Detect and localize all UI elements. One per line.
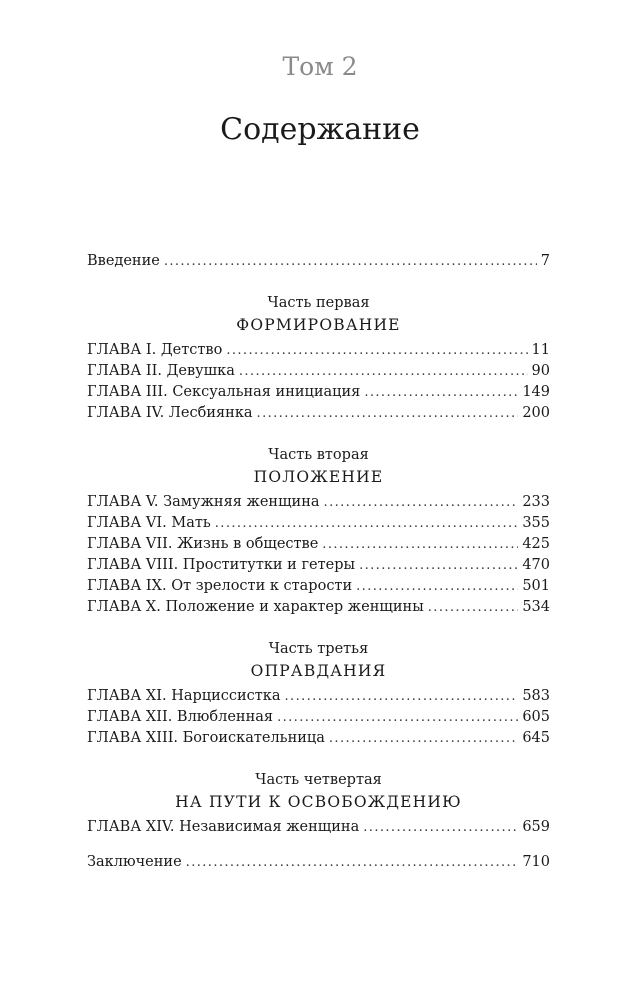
toc-entry-page: 710 — [522, 854, 550, 870]
part-title: ОПРАВДАНИЯ — [250, 662, 387, 680]
toc-entry[interactable] — [87, 578, 550, 599]
toc-entry-page: 583 — [522, 688, 550, 704]
part-heading — [87, 293, 550, 336]
toc-entry-label: ГЛАВА IX. От зрелости к старости — [87, 578, 353, 594]
toc-entry[interactable] — [87, 709, 550, 730]
toc-entry[interactable] — [87, 536, 550, 557]
toc-entry-page: 605 — [522, 709, 550, 725]
toc-entry[interactable] — [87, 688, 550, 709]
dot-leader — [186, 855, 519, 870]
dot-leader — [277, 710, 518, 725]
toc-entry[interactable] — [87, 405, 550, 426]
toc-entry-page: 355 — [522, 515, 550, 531]
dot-leader — [239, 364, 528, 379]
dot-leader — [285, 689, 519, 704]
part-heading — [87, 639, 550, 682]
toc-entry-page: 233 — [522, 494, 550, 510]
dot-leader — [428, 600, 519, 615]
toc-entry[interactable] — [87, 494, 550, 515]
part-label: Часть вторая — [268, 447, 369, 463]
toc-entry-label: ГЛАВА XI. Нарциссистка — [87, 688, 281, 704]
part-heading — [87, 770, 550, 813]
toc-entry-label: ГЛАВА VI. Мать — [87, 515, 211, 531]
toc-entry-label: ГЛАВА VIII. Проститутки и гетеры — [87, 557, 356, 573]
part-title: ФОРМИРОВАНИЕ — [236, 316, 401, 334]
toc-entry-label: ГЛАВА XIII. Богоискательница — [87, 730, 325, 746]
toc-entry-page: 470 — [522, 557, 550, 573]
dot-leader — [257, 406, 519, 421]
toc-entry-label: Введение — [87, 253, 160, 269]
toc-entry-label: ГЛАВА VII. Жизнь в обществе — [87, 536, 319, 552]
dot-leader — [364, 385, 518, 400]
toc-entry[interactable] — [87, 384, 550, 405]
toc-entry[interactable] — [87, 599, 550, 620]
toc-entry-page: 645 — [522, 730, 550, 746]
toc-entry-label: ГЛАВА V. Замужняя женщина — [87, 494, 320, 510]
toc-entry[interactable] — [87, 557, 550, 578]
toc-entry[interactable] — [87, 363, 550, 384]
dot-leader — [226, 343, 527, 358]
toc-entry[interactable] — [87, 819, 550, 840]
toc-entry-page: 7 — [540, 253, 550, 269]
toc-entry-page: 534 — [522, 599, 550, 615]
dot-leader — [324, 495, 519, 510]
toc-entry-intro[interactable] — [87, 253, 550, 274]
spacer — [87, 840, 550, 854]
table-of-contents — [87, 253, 550, 875]
dot-leader — [164, 254, 537, 269]
toc-entry-page: 425 — [522, 536, 550, 552]
toc-entry-label: ГЛАВА I. Детство — [87, 342, 223, 358]
dot-leader — [356, 579, 518, 594]
toc-entry-label: ГЛАВА XII. Влюбленная — [87, 709, 274, 725]
part-title: ПОЛОЖЕНИЕ — [253, 468, 384, 486]
toc-entry-page: 11 — [531, 342, 550, 358]
part-label: Часть четвертая — [255, 772, 382, 788]
toc-entry-page: 200 — [522, 405, 550, 421]
toc-entry[interactable] — [87, 342, 550, 363]
toc-entry-label: ГЛАВА IV. Лесбиянка — [87, 405, 253, 421]
dot-leader — [215, 516, 519, 531]
dot-leader — [359, 558, 518, 573]
toc-entry-label: Заключение — [87, 854, 182, 870]
toc-entry[interactable] — [87, 730, 550, 751]
toc-entry-label: ГЛАВА III. Сексуальная инициация — [87, 384, 361, 400]
toc-entry-conclusion[interactable] — [87, 854, 550, 875]
part-title: НА ПУТИ К ОСВОБОЖДЕНИЮ — [175, 793, 462, 811]
toc-entry-label: ГЛАВА XIV. Независимая женщина — [87, 819, 360, 835]
part-label: Часть первая — [267, 295, 370, 311]
dot-leader — [329, 731, 518, 746]
part-heading — [87, 445, 550, 488]
toc-entry[interactable] — [87, 515, 550, 536]
toc-entry-page: 659 — [522, 819, 550, 835]
toc-entry-page: 90 — [531, 363, 550, 379]
toc-entry-label: ГЛАВА X. Положение и характер женщины — [87, 599, 424, 615]
page-title: Содержание — [220, 112, 420, 147]
dot-leader — [322, 537, 518, 552]
volume-label: Том 2 — [282, 52, 358, 81]
part-label: Часть третья — [268, 641, 369, 657]
dot-leader — [363, 820, 518, 835]
toc-entry-label: ГЛАВА II. Девушка — [87, 363, 235, 379]
toc-entry-page: 149 — [522, 384, 550, 400]
toc-entry-page: 501 — [522, 578, 550, 594]
